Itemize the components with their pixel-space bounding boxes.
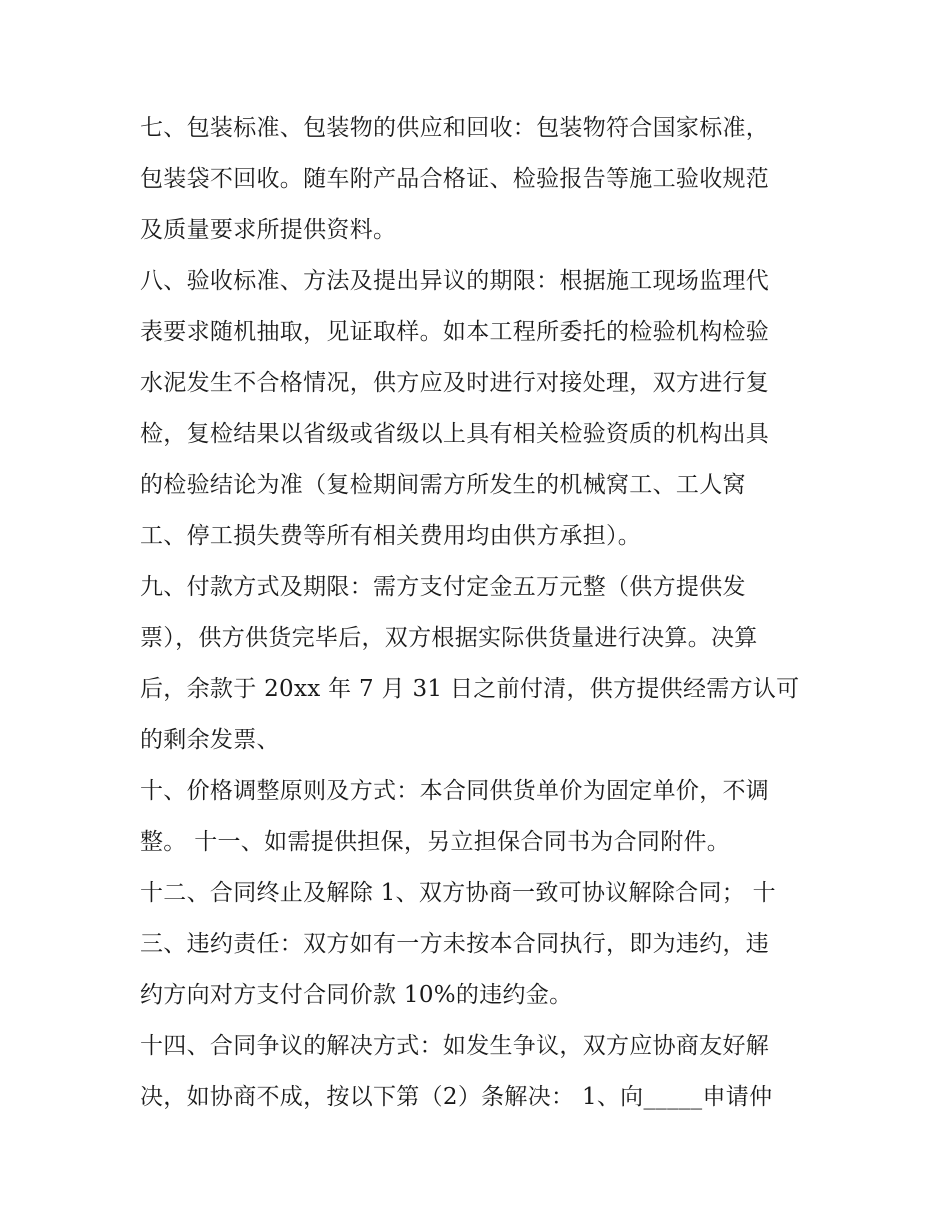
text-line: 十、价格调整原则及方式：本合同供货单价为固定单价，不调 [140,778,770,804]
text-line: 水泥发生不合格情况，供方应及时进行对接处理，双方进行复 [140,370,770,396]
text-line: 票），供方供货完毕后，双方根据实际供货量进行决算。决算 [140,625,758,651]
text-line: 九、付款方式及期限：需方支付定金五万元整（供方提供发 [140,574,746,600]
text-line: 工、停工损失费等所有相关费用均由供方承担）。 [140,523,642,549]
document-body [140,103,830,1123]
text-line: 检，复检结果以省级或省级以上具有相关检验资质的机构出具 [140,421,770,447]
text-line: 十二、合同终止及解除 1、双方协商一致可协议解除合同； 十 [140,880,776,906]
text-line: 七、包装标准、包装物的供应和回收：包装物符合国家标准， [140,115,770,141]
text-line: 后，余款于 20xx 年 7 月 31 日之前付清，供方提供经需方认可 [140,676,800,702]
text-line: 的剩余发票、 [140,727,280,753]
text-line: 决，如协商不成，按以下第（2）条解决： 1、向_____申请仲 [140,1084,773,1110]
text-line: 表要求随机抽取，见证取样。如本工程所委托的检验机构检验 [140,319,770,345]
text-line: 整。 十一、如需提供担保，另立担保合同书为合同附件。 [140,829,731,855]
text-line: 三、违约责任：双方如有一方未按本合同执行，即为违约，违 [140,931,770,957]
text-line: 及质量要求所提供资料。 [140,217,397,243]
text-line: 八、验收标准、方法及提出异议的期限：根据施工现场监理代 [140,268,770,294]
text-line: 包装袋不回收。随车附产品合格证、检验报告等施工验收规范 [140,166,770,192]
text-line: 十四、合同争议的解决方式：如发生争议，双方应协商友好解 [140,1033,770,1059]
text-line: 的检验结论为准（复检期间需方所发生的机械窝工、工人窝 [140,472,746,498]
text-line: 约方向对方支付合同价款 10%的违约金。 [140,982,573,1008]
